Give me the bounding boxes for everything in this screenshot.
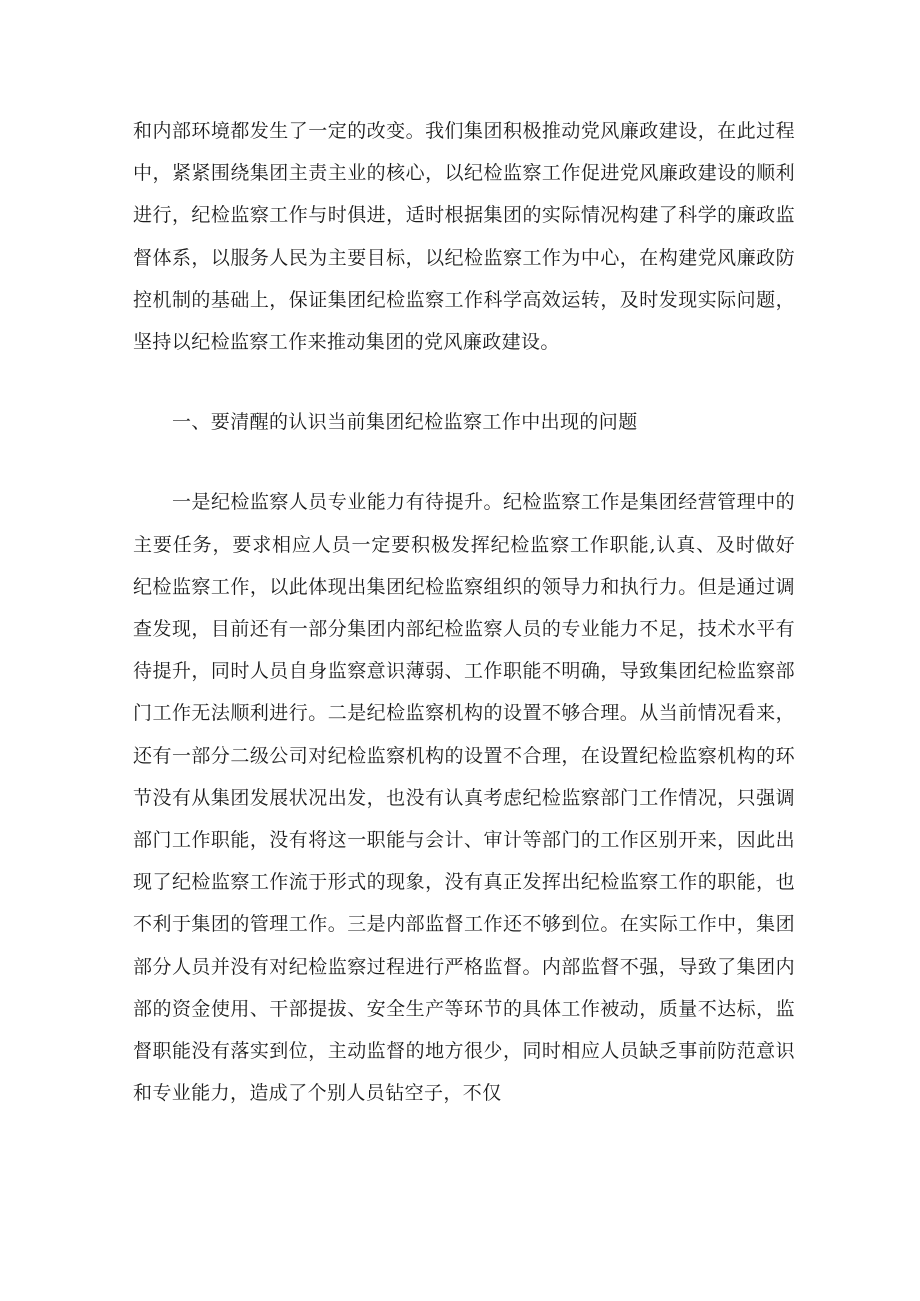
paragraph-gap bbox=[133, 363, 795, 401]
paragraph-gap bbox=[133, 443, 795, 481]
paragraph-problems: 一是纪检监察人员专业能力有待提升。纪检监察工作是集团经营管理中的主要任务，要求相应人员一定要积极发挥纪检监察工作职能,认真、及时做好纪检监察工作，以此体现出集团纪检监察组织的领导力和执行力。但是通过调查发现，目前还有一部分集团内部纪检监察人员的专业能力不足，技术水平有待提升，同时人员自身监察意识薄弱、工作职能不明确，导致集团纪检监察部门工作无法顺利进行。二是纪检监察机构的设置不够合理。从当前情况看来，还有一部分二级公司对纪检监察机构的设置不合理，在设置纪检监察机构的环节没有从集团发展状况出发，也没有认真考虑纪检监察部门工作情况，只强调部门工作职能，没有将这一职能与会计、审计等部门的工作区别开来，因此出现了纪检监察工作流于形式的现象，没有真正发挥出纪检监察工作的职能，也不利于集团的管理工作。三是内部监督工作还不够到位。在实际工作中，集团部分人员并没有对纪检监察过程进行严格监督。内部监督不强，导致了集团内部的资金使用、干部提拔、安全生产等环节的具体工作被动，质量不达标，监督职能没有落实到位，主动监督的地方很少，同时相应人员缺乏事前防范意识和专业能力，造成了个别人员钻空子，不仅 bbox=[133, 491, 795, 1105]
paragraph-continuation: 和内部环境都发生了一定的改变。我们集团积极推动党风廉政建设，在此过程中，紧紧围绕集团主责主业的核心，以纪检监察工作促进党风廉政建设的顺利进行，纪检监察工作与时俱进，适时根据集团的实际情况构建了科学的廉政监督体系，以服务人民为主要目标，以纪检监察工作为中心，在构建党风廉政防控机制的基础上，保证集团纪检监察工作科学高效运转，及时发现实际问题，坚持以纪检监察工作来推动集团的党风廉政建设。 bbox=[133, 120, 795, 354]
document-body bbox=[133, 110, 795, 1114]
section-heading: 一、要清醒的认识当前集团纪检监察工作中出现的问题 bbox=[172, 411, 638, 434]
